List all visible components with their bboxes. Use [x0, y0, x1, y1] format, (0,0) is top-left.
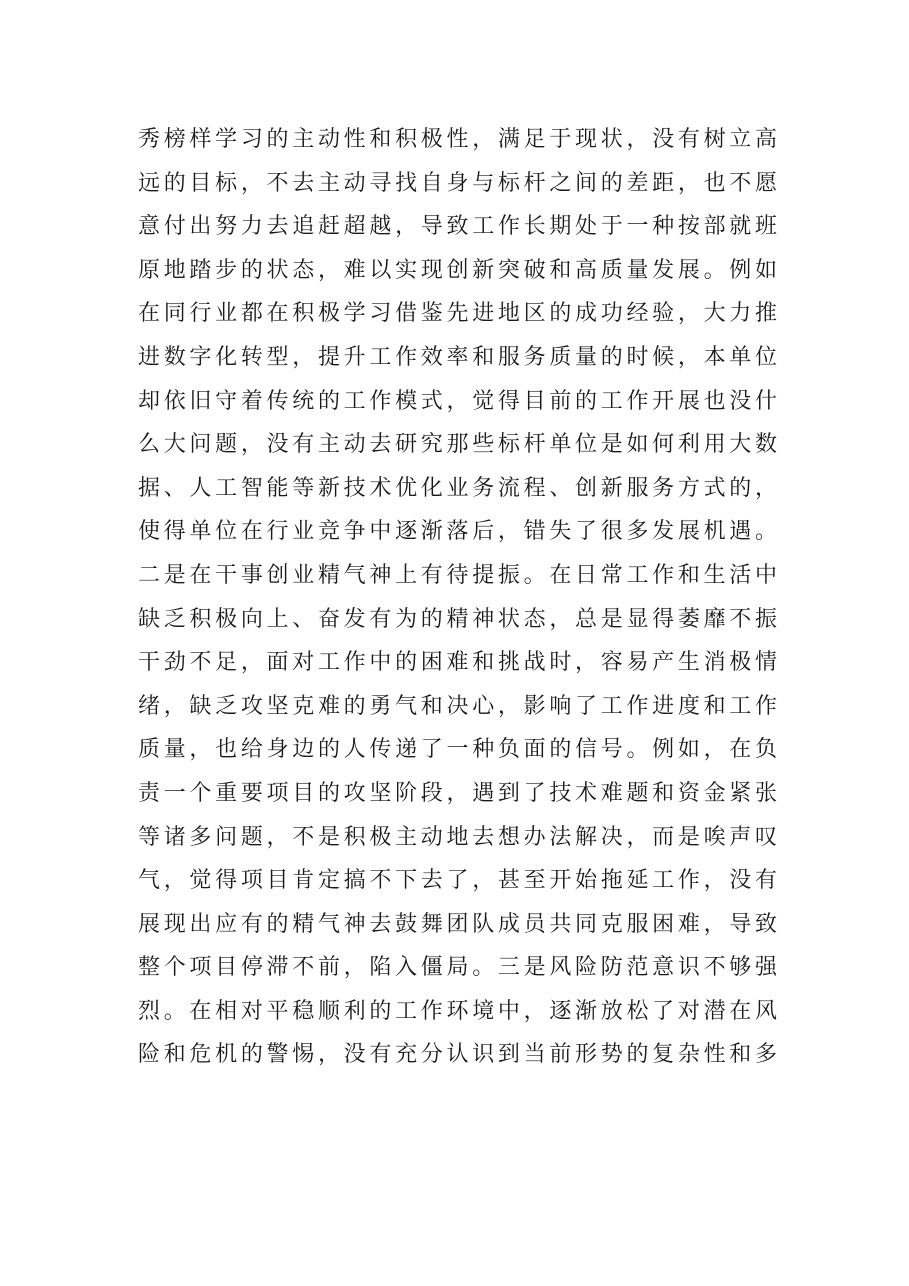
- text-line: 气，觉得项目肯定搞不下去了，甚至开始拖延工作，没有: [138, 868, 778, 894]
- text-line: 进数字化转型，提升工作效率和服务质量的时候，本单位: [138, 344, 778, 370]
- text-line: 绪，缺乏攻坚克难的勇气和决心，影响了工作进度和工作: [138, 693, 778, 719]
- body-text: [138, 118, 778, 1077]
- text-line: 却依旧守着传统的工作模式，觉得目前的工作开展也没什: [138, 388, 778, 414]
- text-line: 在同行业都在积极学习借鉴先进地区的成功经验，大力推: [138, 301, 778, 327]
- text-line: 险和危机的警惕，没有充分认识到当前形势的复杂性和多: [138, 1042, 778, 1068]
- text-line: 使得单位在行业竞争中逐渐落后，错失了很多发展机遇。: [138, 519, 778, 545]
- text-line: 展现出应有的精气神去鼓舞团队成员共同克服困难，导致: [138, 911, 778, 937]
- text-line: 么大问题，没有主动去研究那些标杆单位是如何利用大数: [138, 432, 778, 458]
- text-line: 二是在干事创业精气神上有待提振。在日常工作和生活中: [138, 562, 778, 588]
- text-line: 意付出努力去追赶超越，导致工作长期处于一种按部就班: [138, 214, 778, 240]
- text-line: 烈。在相对平稳顺利的工作环境中，逐渐放松了对潜在风: [138, 998, 778, 1024]
- text-line: 据、人工智能等新技术优化业务流程、创新服务方式的，: [138, 475, 778, 501]
- text-line: 缺乏积极向上、奋发有为的精神状态，总是显得萎靡不振: [138, 606, 778, 632]
- text-line: 远的目标，不去主动寻找自身与标杆之间的差距，也不愿: [138, 170, 778, 196]
- text-line: 原地踏步的状态，难以实现创新突破和高质量发展。例如: [138, 257, 778, 283]
- text-line: 整个项目停滞不前，陷入僵局。三是风险防范意识不够强: [138, 955, 778, 981]
- text-line: 等诸多问题，不是积极主动地去想办法解决，而是唉声叹: [138, 824, 778, 850]
- text-line: 秀榜样学习的主动性和积极性，满足于现状，没有树立高: [138, 127, 778, 152]
- text-line: 质量，也给身边的人传递了一种负面的信号。例如，在负: [138, 737, 778, 763]
- text-line: 责一个重要项目的攻坚阶段，遇到了技术难题和资金紧张: [138, 780, 778, 806]
- text-line: 干劲不足，面对工作中的困难和挑战时，容易产生消极情: [138, 650, 778, 676]
